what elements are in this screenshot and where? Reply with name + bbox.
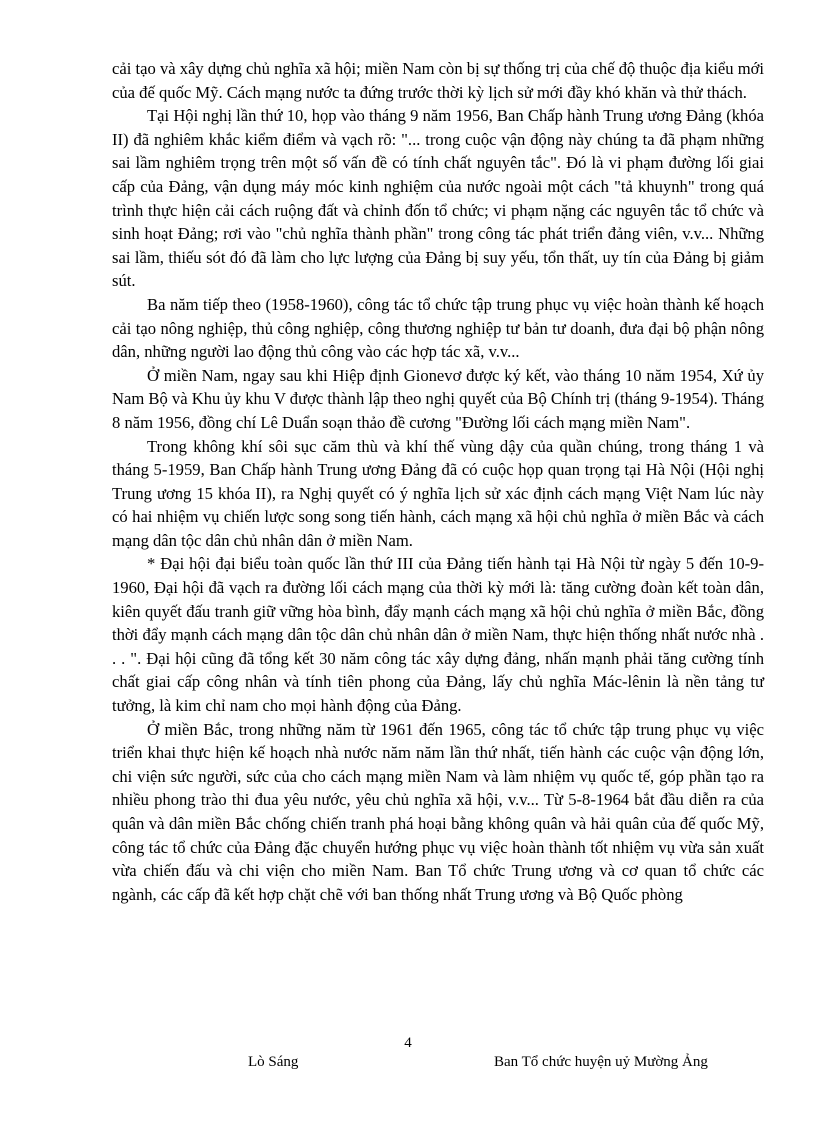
page-number: 4 (404, 1035, 412, 1051)
footer-organization: Ban Tổ chức huyện uỷ Mường Ảng (494, 1054, 708, 1070)
paragraph-7: Ở miền Bắc, trong những năm từ 1961 đến 1965, công tác tổ chức tập trung phục vụ việc triển khai thực hiện kế hoạch nhà nước năm năm lần thứ nhất, tiến hành các cuộc vận động lớn, chi viện sức người, sức của cho cách mạng miền Nam và làm nhiệm vụ quốc tế, góp phần tạo ra nhiều phong trào thi đua yêu nước, yêu chủ nghĩa xã hội, v.v... Từ 5-8-1964 bắt đầu diễn ra của quân và dân miền Bắc chống chiến tranh phá hoại bằng không quân và hải quân của đế quốc Mỹ, công tác tổ chức của Đảng đặc chuyển hướng phục vụ việc hoàn thành tốt nhiệm vụ vừa sản xuất vừa chiến đấu và chi viện cho miền Nam. Ban Tổ chức Trung ương và cơ quan tổ chức các ngành, các cấp đã kết hợp chặt chẽ với ban thống nhất Trung ương và Bộ Quốc phòng (112, 719, 764, 904)
paragraph-6: * Đại hội đại biểu toàn quốc lần thứ III của Đảng tiến hành tại Hà Nội từ ngày 5 đến 10-9-1960, Đại hội đã vạch ra đường lối cách mạng của thời kỳ mới là: tăng cường đoàn kết toàn dân, kiên quyết đấu tranh giữ vững hòa bình, đẩy mạnh cách mạng xã hội chủ nghĩa ở miền Bắc, đồng thời đẩy mạnh cách mạng dân tộc dân chủ nhân dân ở miền Nam, thực hiện thống nhất nước nhà . . . ". Đại hội cũng đã tổng kết 30 năm công tác xây dựng đảng, nhấn mạnh phải tăng cường tính chất giai cấp công nhân và tính tiên phong của Đảng, lấy chủ nghĩa Mác-lênin là nền tảng tư tưởng, là kim chỉ nam cho mọi hành động của Đảng. (112, 554, 764, 716)
paragraph-2: Tại Hội nghị lần thứ 10, họp vào tháng 9 năm 1956, Ban Chấp hành Trung ương Đảng (khóa II) đã nghiêm khắc kiểm điểm và vạch rõ: "... trong cuộc vận động này chúng ta đã phạm những sai lầm nghiêm trọng trên một số vấn đề có tính chất nguyên tắc". Đó là vi phạm đường lối giai cấp của Đảng, vận dụng máy móc kinh nghiệm của nước ngoài một cách "tả khuynh" trong quá trình thực hiện cải cách ruộng đất và chỉnh đốn tổ chức; vi phạm nặng các nguyên tắc tổ chức và sinh hoạt Đảng; rơi vào "chủ nghĩa thành phần" trong công tác phát triển đảng viên, v.v... Những sai lầm, thiếu sót đó đã làm cho lực lượng của Đảng bị suy yếu, tổn thất, uy tín của Đảng bị giảm sút. (112, 106, 764, 291)
footer-author: Lò Sáng (248, 1054, 299, 1070)
paragraph-1: cải tạo và xây dựng chủ nghĩa xã hội; miền Nam còn bị sự thống trị của chế độ thuộc địa kiểu mới của đế quốc Mỹ. Cách mạng nước ta đứng trước thời kỳ lịch sử mới đầy khó khăn và thử thách. (112, 59, 764, 102)
paragraph-3: Ba năm tiếp theo (1958-1960), công tác tổ chức tập trung phục vụ việc hoàn thành kế hoạch cải tạo nông nghiệp, thủ công nghiệp, công thương nghiệp tư bản tư doanh, đưa đại bộ phận nông dân, những người lao động thủ công vào các hợp tác xã, v.v... (112, 294, 764, 362)
paragraph-4: Ở miền Nam, ngay sau khi Hiệp định Gionevơ được ký kết, vào tháng 10 năm 1954, Xứ ủy Nam Bộ và Khu ủy khu V được thành lập theo nghị quyết của Bộ Chính trị (tháng 9-1954). Tháng 8 năm 1956, đồng chí Lê Duẩn soạn thảo đề cương "Đường lối cách mạng miền Nam". (112, 365, 764, 432)
paragraph-5: Trong không khí sôi sục căm thù và khí thế vùng dậy của quần chúng, trong tháng 1 và tháng 5-1959, Ban Chấp hành Trung ương Đảng đã có cuộc họp quan trọng tại Hà Nội (Hội nghị Trung ương 15 khóa II), ra Nghị quyết có ý nghĩa lịch sử xác định cách mạng Việt Nam lúc này có hai nhiệm vụ chiến lược song song tiến hành, cách mạng xã hội chủ nghĩa ở miền Bắc và cách mạng dân tộc dân chủ nhân dân ở miền Nam. (112, 436, 764, 550)
body-text (112, 57, 764, 906)
